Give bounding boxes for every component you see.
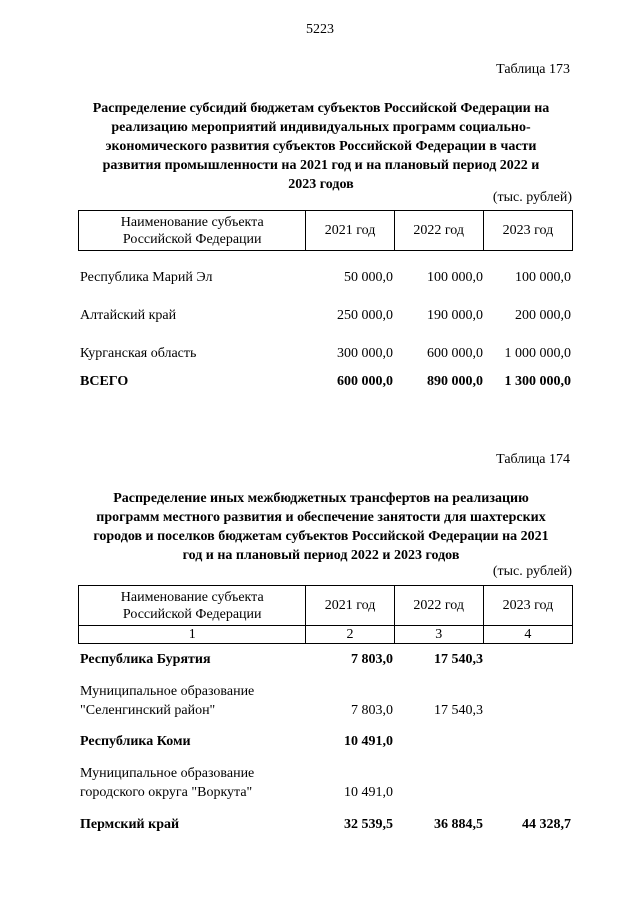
row-name: Курганская область [80,346,197,361]
header-2022: 2022 год [394,586,483,626]
header-subject-line: Российской Федерации [122,231,262,247]
title-line: 2023 годов [288,177,354,192]
table-173-header [78,210,573,251]
header-2021: 2021 год [306,586,394,626]
value-2021: 250 000,0 [337,308,393,323]
value-2021: 50 000,0 [344,270,393,285]
page-number: 5223 [306,22,334,37]
value-2023: 1 000 000,0 [504,346,571,361]
value-2022: 36 884,5 [434,817,483,832]
value-2021: 10 491,0 [344,785,393,800]
header-2022: 2022 год [394,211,483,251]
table-173-title [70,99,572,194]
title-line: городов и поселков бюджетам субъектов Российской Федерации на 2021 [93,529,549,544]
header-2023: 2023 год [483,586,572,626]
value-2021: 7 803,0 [351,652,393,667]
table-174-title [70,489,572,565]
value-2022: 600 000,0 [427,346,483,361]
row-name: Республика Марий Эл [80,270,213,285]
header-2021: 2021 год [306,211,394,251]
row-name-line: Муниципальное образование [80,684,255,699]
value-2022: 17 540,3 [434,652,483,667]
table-174-label: Таблица 174 [496,452,570,467]
table-174-header [78,585,573,644]
total-2023: 1 300 000,0 [504,374,571,389]
value-2021: 7 803,0 [351,703,393,718]
title-line: реализацию мероприятий индивидуальных программ социально- [111,120,531,135]
value-2022: 190 000,0 [427,308,483,323]
row-name: Пермский край [80,817,180,832]
title-line: экономического развития субъектов Российской Федерации в части [105,139,537,154]
total-2022: 890 000,0 [427,374,483,389]
value-2023: 44 328,7 [522,817,571,832]
row-name: Алтайский край [80,308,177,323]
row-name-line: Муниципальное образование [80,766,255,781]
value-2023: 100 000,0 [515,270,571,285]
title-line: развития промышленности на 2021 год и на плановый период 2022 и [102,158,540,173]
total-label: ВСЕГО [80,374,129,389]
value-2021: 300 000,0 [337,346,393,361]
title-line: Распределение субсидий бюджетам субъектов Российской Федерации на [92,101,550,116]
row-name [80,682,306,720]
row-name: Республика Бурятия [80,652,211,667]
row-name-line: "Селенгинский район" [80,703,216,718]
header-2023: 2023 год [483,211,572,251]
column-number: 2 [306,626,394,644]
row-name: Республика Коми [80,734,191,749]
header-subject [79,211,306,251]
header-subject-line: Наименование субъекта [120,214,264,230]
value-2023: 200 000,0 [515,308,571,323]
value-2021: 10 491,0 [344,734,393,749]
value-2021: 32 539,5 [344,817,393,832]
row-name [80,764,306,802]
header-subject-line: Наименование субъекта [120,589,264,605]
header-subject-line: Российской Федерации [122,606,262,622]
header-subject [79,586,306,626]
title-line: программ местного развития и обеспечение занятости для шахтерских [96,510,546,525]
table-174-units: (тыс. рублей) [492,564,572,579]
title-line: год и на плановый период 2022 и 2023 годов [182,548,460,563]
column-number: 3 [394,626,483,644]
row-name-line: городского округа "Воркута" [80,785,253,800]
table-173-units: (тыс. рублей) [492,190,572,205]
total-2021: 600 000,0 [337,374,393,389]
column-number: 4 [483,626,572,644]
column-number: 1 [79,626,306,644]
title-line: Распределение иных межбюджетных трансфертов на реализацию [113,491,529,506]
value-2022: 100 000,0 [427,270,483,285]
table-173-label: Таблица 173 [496,62,570,77]
value-2022: 17 540,3 [434,703,483,718]
